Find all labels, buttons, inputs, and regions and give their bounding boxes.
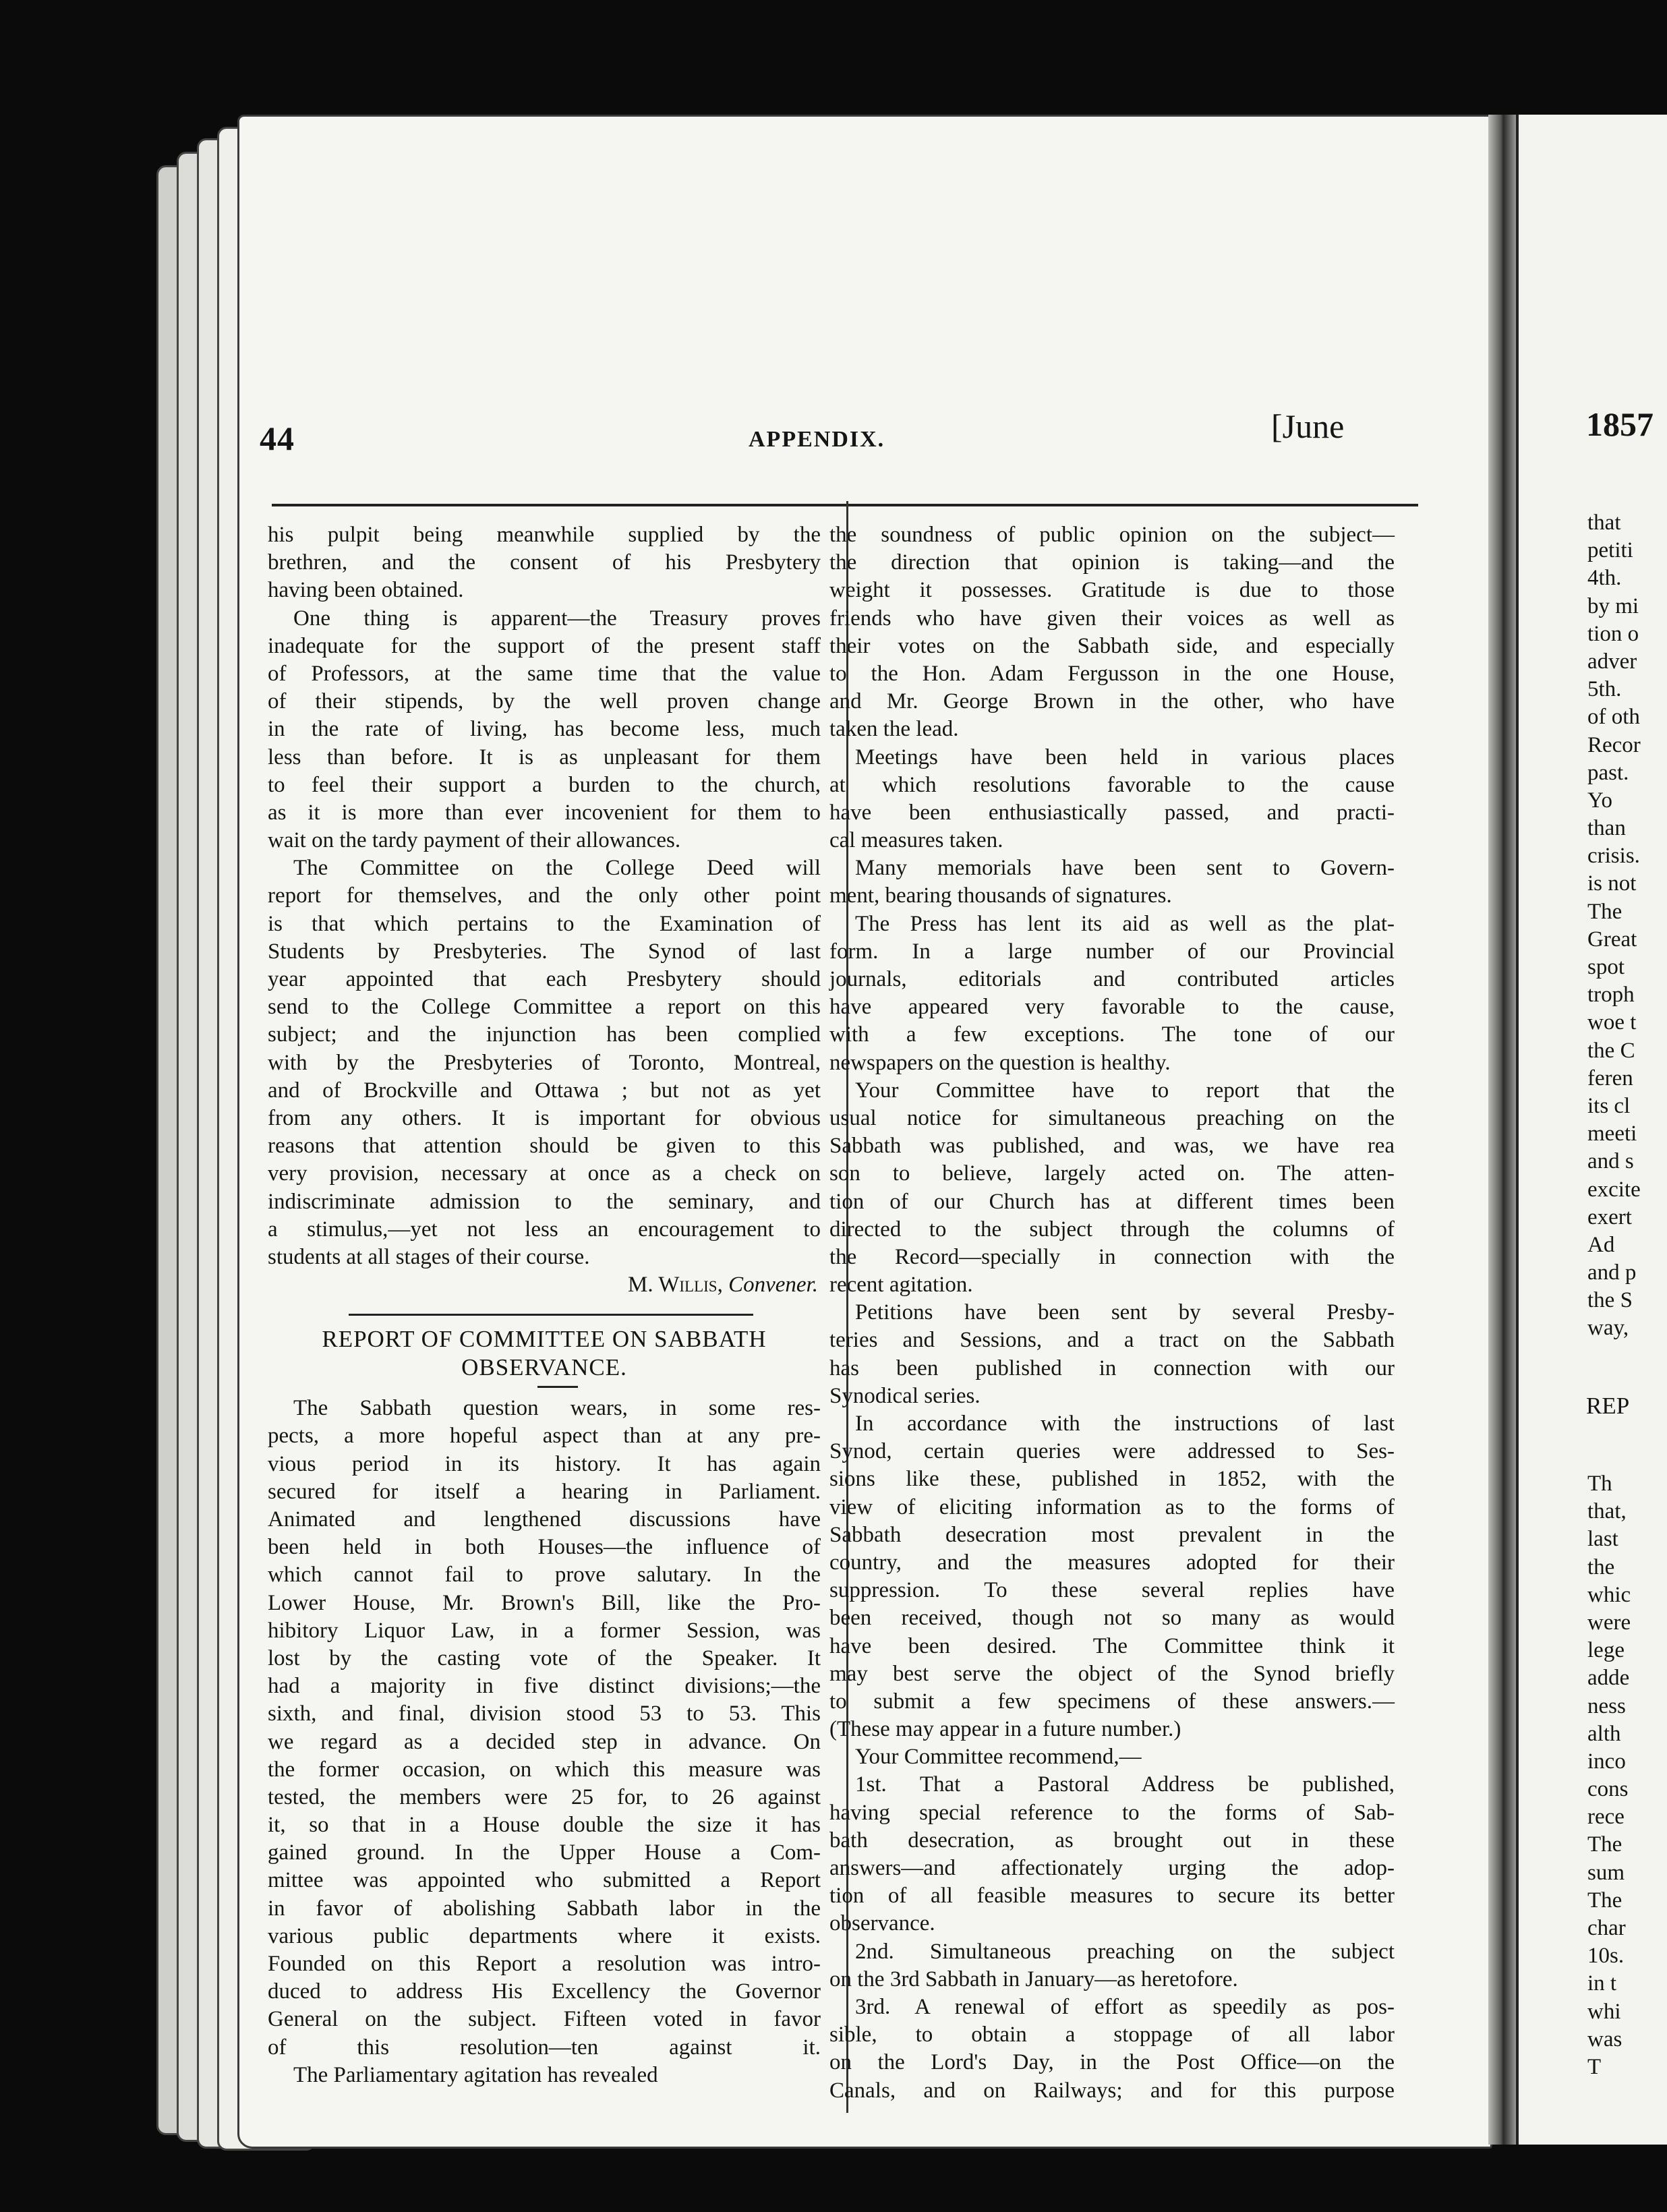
text-fragment: sum <box>1587 1860 1625 1885</box>
text-line: friends who have given their voices as well as <box>829 606 1395 631</box>
text-line: taken the lead. <box>829 717 959 742</box>
text-line: had a majority in five distinct divisions;—the <box>268 1674 821 1699</box>
right-page <box>1516 115 1667 2145</box>
text-line: Your Committee recommend,— <box>855 1745 1142 1770</box>
text-fragment: that, <box>1587 1499 1627 1524</box>
text-line: Lower House, Mr. Brown's Bill, like the Pro- <box>268 1590 821 1615</box>
text-line: less than before. It is as unpleasant for them <box>268 745 821 769</box>
right-page-text <box>1587 509 1667 1343</box>
text-line: The Press has lent its aid as well as the plat- <box>855 911 1395 936</box>
text-line: pects, a more hopeful aspect than at any pre- <box>268 1424 821 1449</box>
text-line: subject; and the injunction has been complied <box>268 1022 821 1047</box>
text-line: The Committee on the College Deed will <box>293 856 821 881</box>
text-line: son to believe, largely acted on. The atten- <box>829 1161 1395 1186</box>
text-line: year appointed that each Presbytery should <box>268 967 821 991</box>
text-line: hibitory Liquor Law, in a former Session, was <box>268 1618 821 1643</box>
text-fragment: The <box>1587 1888 1622 1913</box>
text-line: tion of our Church has at different times been <box>829 1189 1395 1214</box>
text-fragment: Great <box>1587 927 1637 952</box>
right-page-year: 1857 <box>1586 405 1654 443</box>
text-line: ment, bearing thousands of signatures. <box>829 883 1172 908</box>
text-fragment: 5th. <box>1587 677 1622 702</box>
text-fragment: T <box>1587 2054 1602 2079</box>
text-line: Synod, certain queries were addressed to Ses- <box>829 1439 1395 1464</box>
text-line: at which resolutions favorable to the cause <box>829 772 1395 797</box>
text-line: the Record—specially in connection with the <box>829 1244 1395 1269</box>
text-fragment: than <box>1587 816 1626 841</box>
text-line: Your Committee have to report that the <box>855 1078 1395 1103</box>
text-line: weight it possesses. Gratitude is due to those <box>829 578 1395 603</box>
text-line: Canals, and on Railways; and for this purpose <box>829 2078 1395 2103</box>
text-line: his pulpit being meanwhile supplied by the <box>268 523 821 547</box>
text-line: lost by the casting vote of the Speaker. It <box>268 1646 821 1670</box>
text-line: of this resolution—ten against it. <box>268 2035 821 2060</box>
text-line: The Sabbath question wears, in some res- <box>293 1396 821 1421</box>
text-fragment: adver <box>1587 649 1637 674</box>
running-title: APPENDIX. <box>749 427 885 452</box>
text-line: (These may appear in a future number.) <box>829 1717 1181 1742</box>
text-line: bath desecration, as brought out in these <box>829 1828 1395 1853</box>
text-line: their votes on the Sabbath side, and especially <box>829 633 1395 658</box>
text-line: recent agitation. <box>829 1273 973 1298</box>
text-line: country, and the measures adopted for their <box>829 1550 1395 1575</box>
report-text <box>268 1395 821 2089</box>
text-line: The Parliamentary agitation has revealed <box>293 2062 658 2087</box>
text-line: having been obtained. <box>268 578 464 603</box>
text-line: have been desired. The Committee think it <box>829 1633 1395 1658</box>
text-fragment: feren <box>1587 1066 1633 1090</box>
text-fragment: and p <box>1587 1260 1637 1285</box>
text-fragment: is not <box>1587 871 1637 896</box>
text-fragment: of oth <box>1587 705 1640 730</box>
text-line: Synodical series. <box>829 1383 981 1408</box>
text-line: been received, though not so many as would <box>829 1606 1395 1631</box>
text-line: observance. <box>829 1911 935 1936</box>
text-line: inadequate for the support of the present staff <box>268 633 821 658</box>
right-column <box>829 521 1395 2105</box>
text-line: been held in both Houses—the influence of <box>268 1535 821 1560</box>
text-line: the former occasion, on which this measure was <box>268 1757 821 1782</box>
text-line: journals, editorials and contributed articles <box>829 967 1395 991</box>
text-fragment: petiti <box>1587 538 1633 563</box>
text-line: Students by Presbyteries. The Synod of last <box>268 939 821 964</box>
report-heading-sub: OBSERVANCE. <box>461 1354 627 1381</box>
text-fragment: The <box>1587 899 1622 924</box>
text-line: cal measures taken. <box>829 828 1003 853</box>
text-fragment: was <box>1587 2027 1622 2051</box>
text-line: which cannot fail to prove salutary. In the <box>268 1563 821 1588</box>
text-line: vious period in its history. It has again <box>268 1451 821 1476</box>
text-fragment: Th <box>1587 1472 1612 1496</box>
text-fragment: The <box>1587 1832 1622 1857</box>
text-line: 3rd. A renewal of effort as speedily as pos- <box>855 1994 1395 2019</box>
text-fragment: excite <box>1587 1177 1641 1202</box>
text-fragment: adde <box>1587 1666 1630 1691</box>
text-line: Meetings have been held in various places <box>855 745 1395 769</box>
right-column-text <box>829 521 1395 2105</box>
text-fragment: cons <box>1587 1777 1629 1802</box>
book-gutter <box>1488 115 1516 2145</box>
text-line: sixth, and final, division stood 53 to 53. This <box>268 1701 821 1726</box>
text-line: gained ground. In the Upper House a Com- <box>268 1840 821 1865</box>
header-rule <box>272 504 1418 506</box>
left-column-text <box>268 521 821 1271</box>
text-line: the soundness of public opinion on the subject— <box>829 523 1395 547</box>
text-line: Animated and lengthened discussions have <box>268 1507 821 1532</box>
text-line: Sabbath desecration most prevalent in the <box>829 1522 1395 1547</box>
signature-name: M. Willis, <box>628 1273 723 1298</box>
text-fragment: troph <box>1587 983 1635 1008</box>
text-fragment: last <box>1587 1527 1618 1552</box>
text-fragment: Yo <box>1587 788 1613 813</box>
text-line: have appeared very favorable to the cause, <box>829 995 1395 1020</box>
text-line: view of eliciting information as to the forms of <box>829 1494 1395 1519</box>
text-line: Many memorials have been sent to Govern- <box>855 856 1395 881</box>
text-line: indiscriminate admission to the seminary, and <box>268 1189 821 1214</box>
text-line: sible, to obtain a stoppage of all labor <box>829 2022 1395 2047</box>
text-line: students at all stages of their course. <box>268 1244 590 1269</box>
right-page-text-2 <box>1587 1470 1667 2081</box>
text-line: sions like these, published in 1852, with the <box>829 1467 1395 1492</box>
text-fragment: rece <box>1587 1805 1625 1830</box>
text-fragment: lege <box>1587 1638 1625 1663</box>
text-fragment: Ad <box>1587 1232 1615 1257</box>
text-line: General on the subject. Fifteen voted in favor <box>268 2007 821 2032</box>
text-line: on the 3rd Sabbath in January—as heretofore. <box>829 1967 1238 1991</box>
text-fragment: the S <box>1587 1288 1633 1313</box>
text-line: usual notice for simultaneous preaching on the <box>829 1105 1395 1130</box>
text-fragment: in t <box>1587 1971 1617 1996</box>
heading-dash <box>537 1386 578 1388</box>
text-line: directed to the subject through the columns of <box>829 1217 1395 1242</box>
page-header <box>239 399 1490 457</box>
text-line: 1st. That a Pastoral Address be published, <box>855 1772 1395 1797</box>
text-line: with by the Presbyteries of Toronto, Montreal, <box>268 1050 821 1075</box>
text-line: and Mr. George Brown in the other, who have <box>829 689 1395 714</box>
report-heading: REPORT OF COMMITTEE ON SABBATH <box>322 1326 767 1353</box>
text-fragment: 4th. <box>1587 566 1622 591</box>
section-rule <box>349 1314 753 1316</box>
text-line: send to the College Committee a report on this <box>268 995 821 1020</box>
text-fragment: ness <box>1587 1693 1626 1718</box>
text-fragment: whic <box>1587 1582 1631 1607</box>
right-page-heading: REP <box>1586 1393 1630 1419</box>
text-line: in the rate of living, has become less, much <box>268 717 821 742</box>
page-number: 44 <box>260 419 295 457</box>
text-line: newspapers on the question is healthy. <box>829 1050 1171 1075</box>
text-line: suppression. To these several replies have <box>829 1578 1395 1603</box>
text-line: brethren, and the consent of his Presbytery <box>268 550 821 575</box>
text-fragment: 10s. <box>1587 1944 1625 1969</box>
text-line: reasons that attention should be given to this <box>268 1134 821 1159</box>
text-fragment: tion o <box>1587 621 1639 646</box>
text-line: duced to address His Excellency the Governor <box>268 1979 821 2004</box>
text-line: In accordance with the instructions of last <box>855 1411 1395 1436</box>
text-fragment: meeti <box>1587 1122 1637 1146</box>
text-line: Petitions have been sent by several Presby- <box>855 1300 1395 1325</box>
text-fragment: exert <box>1587 1204 1632 1229</box>
text-line: report for themselves, and the only other point <box>268 883 821 908</box>
text-line: on the Lord's Day, in the Post Office—on the <box>829 2050 1395 2075</box>
left-column <box>268 521 821 2089</box>
text-line: in favor of abolishing Sabbath labor in the <box>268 1896 821 1921</box>
text-line: answers—and affectionately urging the adop- <box>829 1856 1395 1880</box>
text-fragment: woe t <box>1587 1010 1637 1035</box>
text-line: various public departments where it exists. <box>268 1923 821 1948</box>
text-fragment: alth <box>1587 1721 1621 1746</box>
text-line: wait on the tardy payment of their allowances. <box>268 828 681 853</box>
text-line: from any others. It is important for obvious <box>268 1105 821 1130</box>
text-line: with a few exceptions. The tone of our <box>829 1022 1395 1047</box>
text-line: to feel their support a burden to the church, <box>268 772 821 797</box>
text-line: may best serve the object of the Synod briefly <box>829 1661 1395 1686</box>
text-line: Founded on this Report a resolution was intro- <box>268 1952 821 1976</box>
text-line: to submit a few specimens of these answers.— <box>829 1689 1395 1714</box>
text-line: very provision, necessary at once as a check on <box>268 1161 821 1186</box>
text-line: has been published in connection with our <box>829 1356 1395 1380</box>
text-line: tion of all feasible measures to secure its better <box>829 1884 1395 1909</box>
text-line: tested, the members were 25 for, to 26 against <box>268 1784 821 1809</box>
text-fragment: the <box>1587 1554 1615 1579</box>
text-fragment: crisis. <box>1587 844 1640 869</box>
text-line: One thing is apparent—the Treasury proves <box>293 606 821 631</box>
text-line: secured for itself a hearing in Parliament. <box>268 1479 821 1504</box>
text-line: it, so that in a House double the size it has <box>268 1813 821 1838</box>
text-fragment: Recor <box>1587 732 1641 757</box>
text-fragment: spot <box>1587 955 1625 979</box>
text-line: as it is more than ever incovenient for them to <box>268 800 821 825</box>
running-date: [June <box>1271 407 1345 445</box>
text-fragment: by mi <box>1587 593 1639 618</box>
signature-title: Convener. <box>728 1273 818 1298</box>
text-fragment: whi <box>1587 1999 1621 2024</box>
text-fragment: its cl <box>1587 1093 1631 1118</box>
text-line: is that which pertains to the Examination of <box>268 911 821 936</box>
text-fragment: that <box>1587 511 1621 535</box>
text-line: have been enthusiastically passed, and practi- <box>829 800 1395 825</box>
text-line: and of Brockville and Ottawa ; but not as yet <box>268 1078 821 1103</box>
text-line: form. In a large number of our Provincial <box>829 939 1395 964</box>
text-fragment: and s <box>1587 1149 1634 1174</box>
text-fragment: the C <box>1587 1038 1635 1063</box>
text-line: to the Hon. Adam Fergusson in the one House, <box>829 661 1395 686</box>
text-line: we regard as a decided step in advance. On <box>268 1729 821 1754</box>
text-line: having special reference to the forms of Sab- <box>829 1800 1395 1825</box>
text-fragment: inco <box>1587 1749 1626 1774</box>
text-line: 2nd. Simultaneous preaching on the subject <box>855 1939 1395 1964</box>
text-fragment: char <box>1587 1916 1626 1940</box>
signature <box>268 1271 821 1299</box>
text-fragment: were <box>1587 1610 1631 1635</box>
text-line: the direction that opinion is taking—and the <box>829 550 1395 575</box>
text-fragment: past. <box>1587 760 1629 785</box>
text-line: Sabbath was published, and was, we have rea <box>829 1134 1395 1159</box>
text-line: teries and Sessions, and a tract on the Sabbath <box>829 1328 1395 1353</box>
text-line: of their stipends, by the well proven change <box>268 689 821 714</box>
text-fragment: way, <box>1587 1316 1629 1341</box>
left-page <box>237 115 1492 2149</box>
text-line: a stimulus,—yet not less an encouragement to <box>268 1217 821 1242</box>
text-line: of Professors, at the same time that the value <box>268 661 821 686</box>
text-line: mittee was appointed who submitted a Report <box>268 1868 821 1893</box>
